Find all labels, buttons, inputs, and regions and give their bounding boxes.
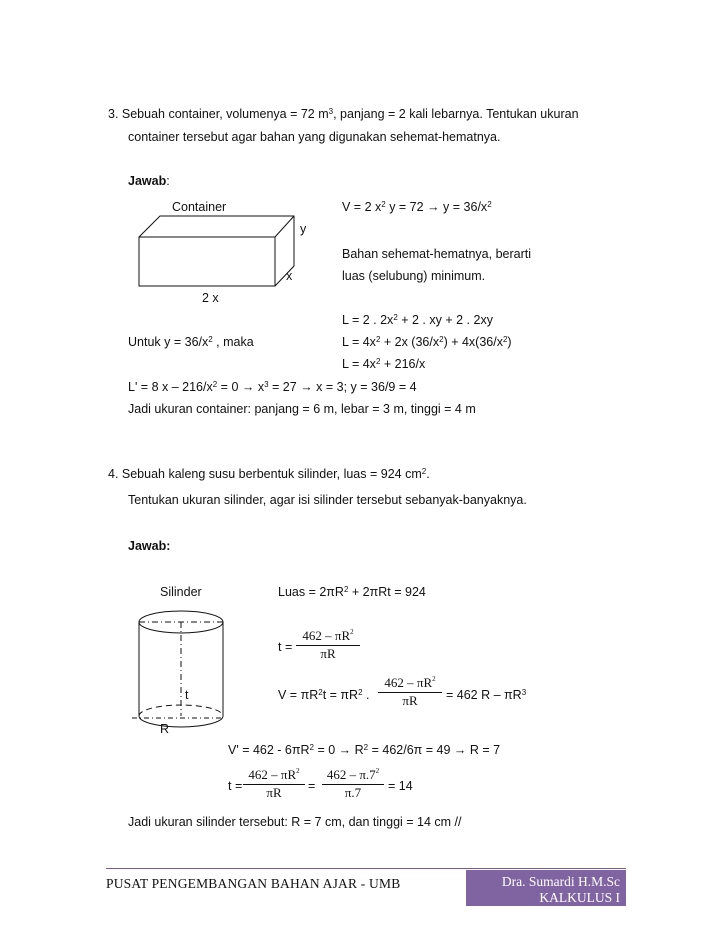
- bahan-text-line1: Bahan sehemat-hematnya, berarti: [342, 247, 531, 261]
- footer-divider: [106, 868, 626, 869]
- cylinder-diagram-title: Silinder: [160, 585, 202, 599]
- container-label-y: y: [300, 222, 307, 236]
- cylinder-label-t: t: [185, 688, 189, 702]
- footer-course: KALKULUS I: [539, 890, 620, 905]
- t-label: t =: [278, 640, 293, 654]
- cylinder-derivative-equation: $V' = 462 - 6\pi R^2 = 0 \to R^2 = 462/6\pi = 49 \to R = 7$: [228, 743, 501, 757]
- volume-equation: V = 2 $x^2$ $y = 72 \to y = 36/x^2$: [342, 200, 492, 214]
- volume-result: = 462 R – $\pi R^3$: [446, 688, 527, 702]
- bahan-text-line2: luas (selubung) minimum.: [342, 269, 486, 283]
- problem3-statement-line2: container tersebut agar bahan yang digunakan sehemat-hematnya.: [128, 130, 501, 144]
- cylinder-label-R: R: [160, 722, 170, 736]
- volume-cylinder-equation: $V = \pi R^2t = \pi R^2$ .: [278, 688, 370, 702]
- luas-equation-2: $L = 4x^2 + 2x$ $(36/x^2) + 4x(36/x^2)$: [342, 335, 512, 349]
- t-fraction: $\frac{462 - \pi R^2}{\pi R}$: [296, 628, 360, 662]
- t2-result: = 14: [388, 779, 413, 793]
- problem4-conclusion: Jadi ukuran silinder tersebut: R = 7 cm, dan tinggi = 14 cm //: [128, 815, 462, 829]
- v-fraction: $\frac{462 - \pi R^2}{\pi R}$: [378, 675, 442, 709]
- luas-equation-1: L = 2 . $2x^2 + 2$ . xy + 2 . 2xy: [342, 313, 493, 327]
- equals-sign: =: [308, 779, 316, 793]
- problem3-jawab: Jawab:: [128, 174, 170, 188]
- container-label-2x: 2 x: [202, 291, 219, 305]
- t2-fraction-2: $\frac{462 - \pi.7^2}{\pi.7}$: [322, 767, 384, 801]
- derivative-equation: L' = 8 $x - 216/x^2 = 0 \to x^3 = 27 \to x = 3$; y = 36/9 = 4: [128, 380, 417, 394]
- footer-author: Dra. Sumardi H.M.Sc: [501, 874, 620, 889]
- container-diagram-title: Container: [172, 200, 227, 214]
- footer-author-box: [466, 870, 626, 906]
- footer-institution: PUSAT PENGEMBANGAN BAHAN AJAR - UMB: [106, 876, 401, 891]
- problem4-jawab: Jawab:: [128, 539, 171, 553]
- t2-fraction-1: $\frac{462 - \pi R^2}{\pi R}$: [243, 767, 305, 801]
- untuk-substitution: Untuk $y = 36/x^2$ , maka: [128, 335, 254, 349]
- container-label-x: x: [286, 269, 293, 283]
- problem3-conclusion: Jadi ukuran container: panjang = 6 m, lebar = 3 m, tinggi = 4 m: [128, 402, 476, 416]
- t2-label: t =: [228, 779, 243, 793]
- luas-equation-3: $L = 4x^2 + 216/x$: [342, 357, 426, 371]
- problem4-statement-line2: Tentukan ukuran silinder, agar isi silinder tersebut sebanyak-banyaknya.: [128, 493, 527, 507]
- problem4-statement-line1: 4. Sebuah kaleng susu berbentuk silinder, luas = 924 $cm^2$.: [108, 467, 430, 481]
- problem3-statement-line1: 3. Sebuah container, volumenya = 72 $m^3$, panjang = 2 kali lebarnya. Tentukan ukuran: [108, 107, 579, 121]
- luas-cylinder-equation: Luas = $2\pi R^2 + 2\pi Rt = 924$: [278, 585, 426, 599]
